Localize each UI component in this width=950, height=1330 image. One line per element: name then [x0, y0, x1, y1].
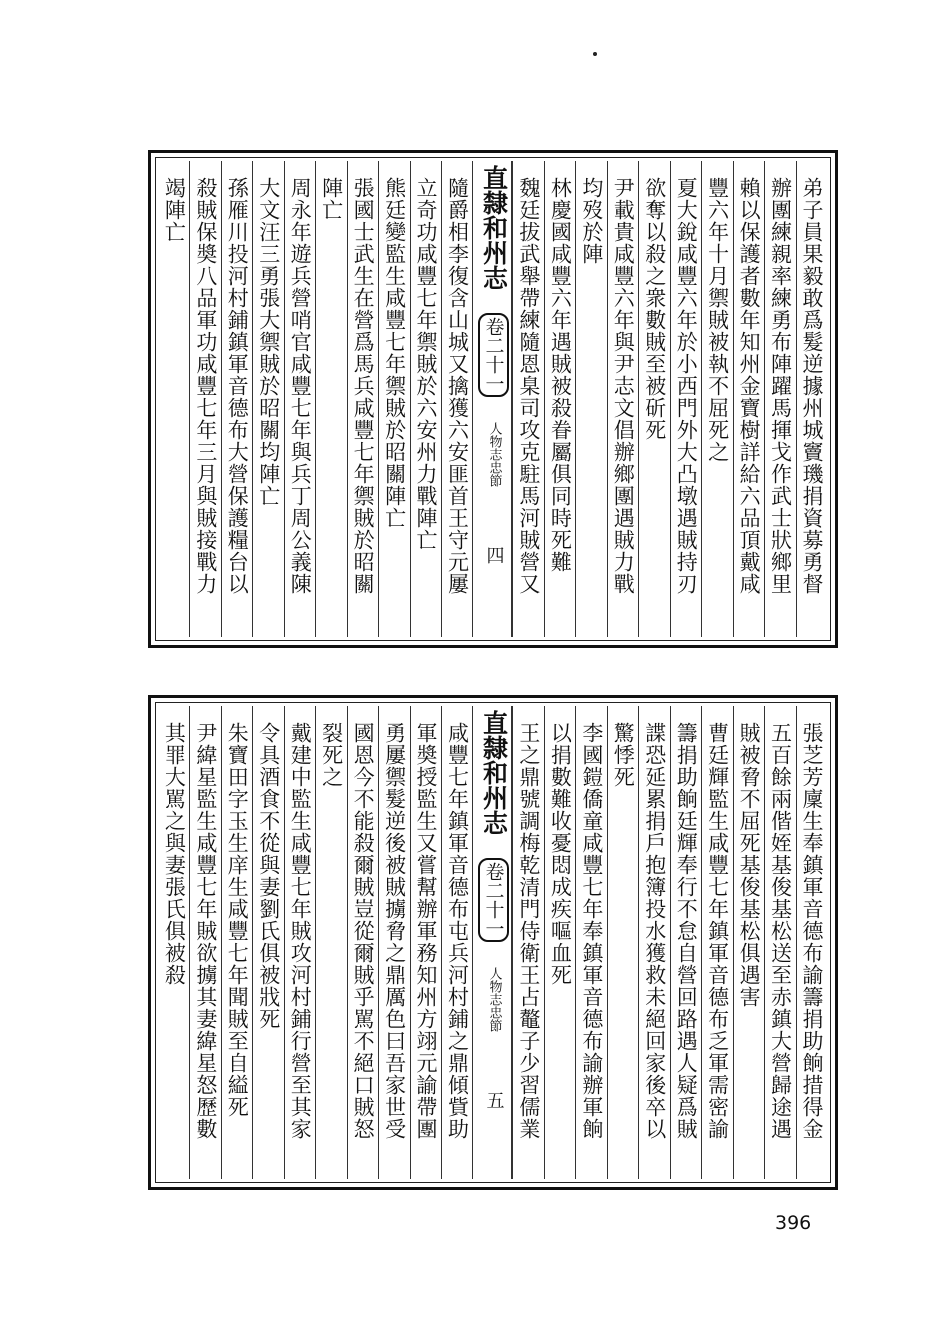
text-column: 熊廷變監生咸豐七年禦賊於昭關陣亡: [378, 161, 409, 637]
text-columns: [159, 706, 827, 1179]
text-column: 李國鎧僑童咸豐七年奉鎮軍音德布諭辦軍餉: [575, 706, 606, 1179]
text-column: 驚悸死: [607, 706, 638, 1179]
text-column: 周永年遊兵營哨官咸豐七年與兵丁周公義陳: [284, 161, 315, 637]
text-column: 尹載貴咸豐六年與尹志文倡辦鄉團遇賊力戰: [607, 161, 638, 637]
text-column: 立奇功咸豐七年禦賊於六安州力戰陣亡: [410, 161, 441, 637]
text-column: 魏廷拔武舉帶練隨恩臬司攻克駐馬河賊營又: [512, 161, 543, 637]
text-column: 其罪大駡之與妻張氏俱被殺: [162, 722, 187, 986]
text-column: 尹緯星監生咸豐七年賊欲擄其妻緯星怒歷數: [189, 706, 220, 1179]
text-column: 五百餘兩偕姪基俊基松送至赤鎮大營歸途遇: [764, 706, 795, 1179]
text-column: 戴建中監生咸豐七年賊攻河村鋪行營至其家: [284, 706, 315, 1179]
text-columns: [159, 161, 827, 637]
spine-page-number: 四: [483, 546, 505, 564]
spine-volume: 卷二十一: [478, 858, 509, 942]
text-column: 國恩今不能殺爾賊豈從爾賊乎駡不絕口賊怒: [347, 706, 378, 1179]
scan-page-number: 396: [775, 1212, 812, 1234]
spine-title: 直隸和州志: [479, 710, 509, 835]
scan-speck: [593, 52, 597, 56]
spine-title: 直隸和州志: [479, 165, 509, 290]
text-column: 咸豐七年鎮軍音德布屯兵河村鋪之鼎傾貲助: [441, 706, 472, 1179]
text-column: 陣亡: [315, 161, 346, 637]
text-column: 勇屢禦髮逆後被賊擄脅之鼎厲色曰吾家世受: [378, 706, 409, 1179]
text-column: 朱寶田字玉生庠生咸豐七年聞賊至自縊死: [221, 706, 252, 1179]
text-column: 張國士武生在營爲馬兵咸豐七年禦賊於昭關: [347, 161, 378, 637]
spine-section: 人物志忠節: [486, 967, 502, 1032]
spine-section: 人物志忠節: [486, 422, 502, 487]
text-column: 林慶國咸豐六年遇賊被殺眷屬俱同時死難: [544, 161, 575, 637]
text-column: 曹廷輝監生咸豐七年鎮軍音德布乏軍需密諭: [701, 706, 732, 1179]
spine-volume: 卷二十一: [478, 313, 509, 397]
text-column: 以捐數難收憂悶成疾嘔血死: [544, 706, 575, 1179]
text-column: 張芝芳廩生奉鎮軍音德布諭籌捐助餉措得金: [796, 706, 827, 1179]
text-column: 殺賊保奬八品軍功咸豐七年三月與賊接戰力: [189, 161, 220, 637]
text-column: 賊被脅不屈死基俊基松俱遇害: [733, 706, 764, 1179]
text-column: 大文汪三勇張大禦賊於昭關均陣亡: [252, 161, 283, 637]
text-column: 竭陣亡: [162, 177, 187, 243]
text-column: 隨爵相李復含山城又擒獲六安匪首王守元屢: [441, 161, 472, 637]
text-column: 豐六年十月禦賊被執不屈死之: [701, 161, 732, 637]
text-column: 籌捐助餉廷輝奉行不怠自營回路遇人疑爲賊: [670, 706, 701, 1179]
text-column: 賴以保護者數年知州金寶樹詳給六品頂戴咸: [733, 161, 764, 637]
text-column: 孫雁川投河村鋪鎮軍音德布大營保護糧台以: [221, 161, 252, 637]
text-column: 軍奬授監生又嘗幫辦軍務知州方翊元諭帶團: [410, 706, 441, 1179]
book-page-lower: [148, 695, 838, 1190]
page-spine: [472, 161, 512, 637]
text-column: 諜恐延累捐戶抱簿投水獲救未絕回家後卒以: [638, 706, 669, 1179]
text-column: 辦團練親率練勇布陣躍馬揮戈作武士狀鄉里: [764, 161, 795, 637]
spine-page-number: 五: [483, 1091, 505, 1109]
text-column: 欲奪以殺之衆數賊至被斫死: [638, 161, 669, 637]
text-column: 弟子員果毅敢爲髮逆據州城竇璣捐資募勇督: [796, 161, 827, 637]
text-column: 令具酒食不從與妻劉氏俱被戕死: [252, 706, 283, 1179]
text-column: 均歿於陣: [575, 161, 606, 637]
book-page-upper: [148, 150, 838, 648]
page-spine: [472, 706, 512, 1179]
text-column: 王之鼎號調梅乾清門侍衛王占鼇子少習儒業: [512, 706, 543, 1179]
text-column: 夏大銳咸豐六年於小西門外大凸墩遇賊持刃: [670, 161, 701, 637]
text-column: 裂死之: [315, 706, 346, 1179]
